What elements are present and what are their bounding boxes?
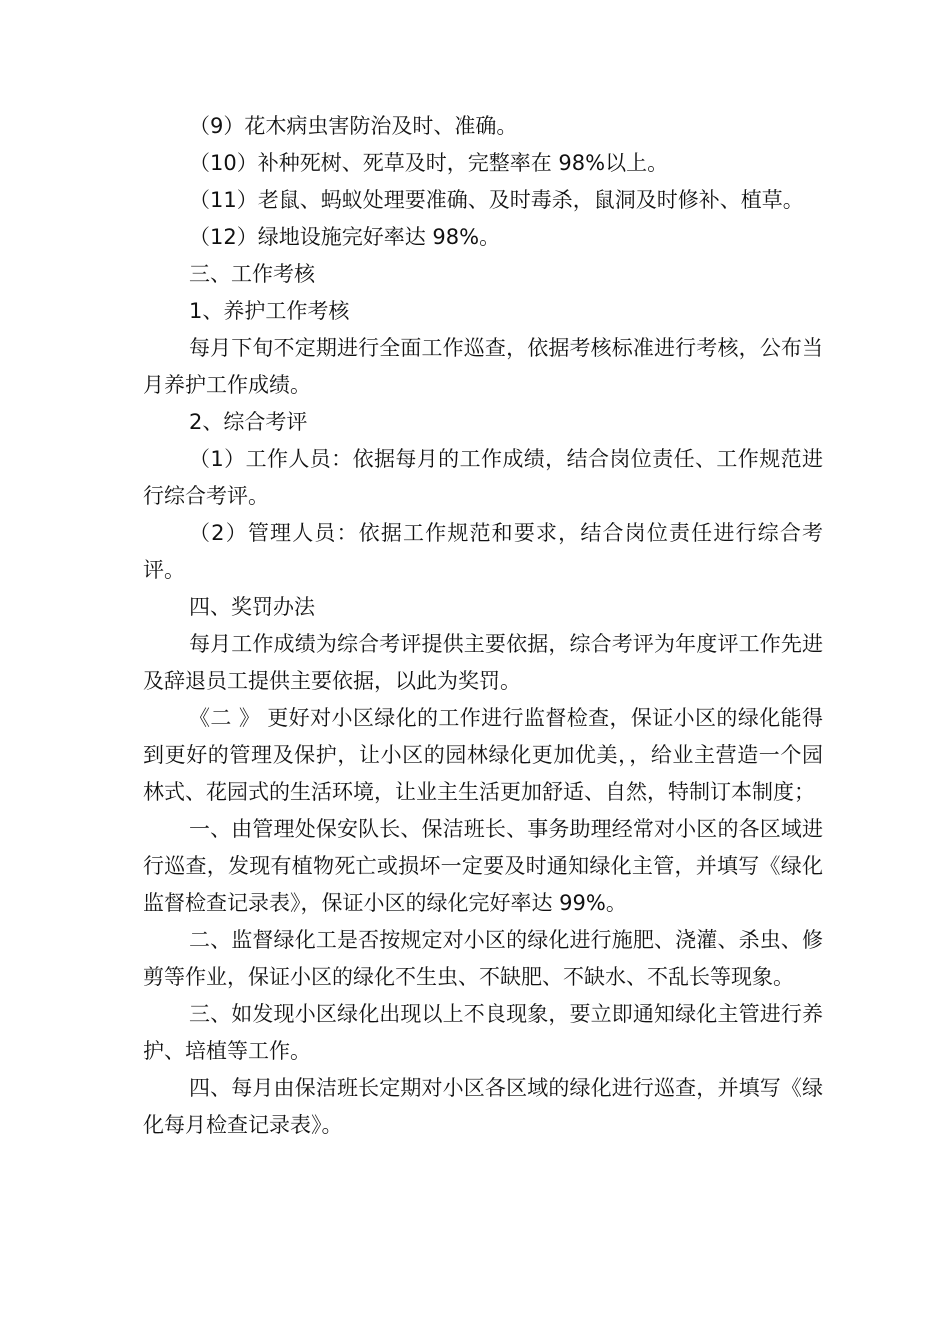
section-heading-work-assessment: 三、工作考核 — [189, 262, 315, 286]
subheading-comprehensive-evaluation: 2、综合考评 — [189, 410, 308, 434]
paragraph-part-two-intro: 《二 》 更好对小区绿化的工作进行监督检查，保证小区的绿化能得到更好的管理及保护，让小区的园林绿化更加优美，，给业主营造一个园林式、花园式的生活环境，让业主生活更加舒适、自然，特制订本制度； — [143, 706, 823, 804]
paragraph-item-11: （11）老鼠、蚂蚁处理要准确、及时毒杀，鼠洞及时修补、植草。 — [189, 188, 804, 212]
document-body — [143, 108, 823, 1144]
paragraph-rule-four: 四、每月由保洁班长定期对小区各区域的绿化进行巡查，并填写《绿化每月检查记录表》。 — [143, 1076, 823, 1137]
paragraph-item-9: （9）花木病虫害防治及时、准确。 — [189, 114, 518, 138]
paragraph-rule-one: 一、由管理处保安队长、保洁班长、事务助理经常对小区的各区域进行巡查，发现有植物死亡或损坏一定要及时通知绿化主管，并填写《绿化监督检查记录表》，保证小区的绿化完好率达 99%。 — [143, 817, 823, 915]
paragraph-rewards-basis: 每月工作成绩为综合考评提供主要依据，综合考评为年度评工作先进及辞退员工提供主要依据，以此为奖罚。 — [143, 632, 823, 693]
paragraph-monthly-inspection: 每月下旬不定期进行全面工作巡查，依据考核标准进行考核，公布当月养护工作成绩。 — [143, 336, 823, 397]
paragraph-staff-evaluation: （1）工作人员：依据每月的工作成绩，结合岗位责任、工作规范进行综合考评。 — [143, 447, 823, 508]
paragraph-rule-two: 二、监督绿化工是否按规定对小区的绿化进行施肥、浇灌、杀虫、修剪等作业，保证小区的绿化不生虫、不缺肥、不缺水、不乱长等现象。 — [143, 928, 823, 989]
paragraph-manager-evaluation: （2）管理人员：依据工作规范和要求，结合岗位责任进行综合考评。 — [143, 521, 823, 582]
subheading-maintenance-assessment: 1、养护工作考核 — [189, 299, 350, 323]
paragraph-rule-three: 三、如发现小区绿化出现以上不良现象，要立即通知绿化主管进行养护、培植等工作。 — [143, 1002, 823, 1063]
section-heading-rewards-penalties: 四、奖罚办法 — [189, 595, 315, 619]
paragraph-item-10: （10）补种死树、死草及时，完整率在 98%以上。 — [189, 151, 669, 175]
paragraph-item-12: （12）绿地设施完好率达 98%。 — [189, 225, 501, 249]
